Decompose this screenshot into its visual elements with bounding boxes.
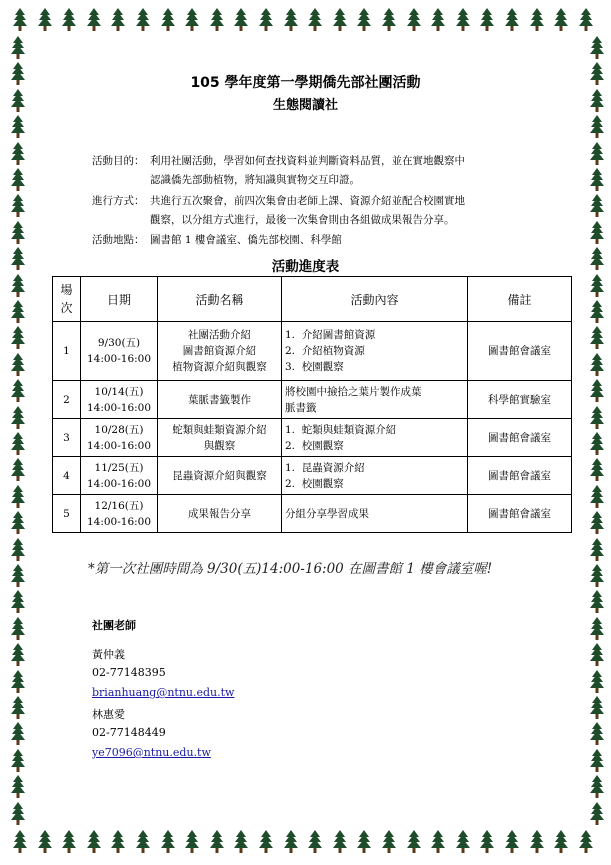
- pine-tree-icon: [589, 670, 605, 694]
- pine-tree-icon: [589, 142, 605, 166]
- pine-tree-icon: [10, 775, 26, 799]
- pine-tree-icon: [12, 830, 28, 854]
- activity-location: 科學館實驗室: [468, 381, 572, 419]
- pine-tree-icon: [430, 830, 446, 854]
- pine-tree-icon: [589, 274, 605, 298]
- pine-tree-icon: [356, 8, 372, 32]
- pine-tree-icon: [589, 115, 605, 139]
- pine-tree-icon: [10, 722, 26, 746]
- pine-tree-icon: [504, 830, 520, 854]
- pine-tree-icon: [258, 8, 274, 32]
- purpose-text: 利用社團活動，學習如何查找資料並判斷資料品質，並在實地觀察中: [150, 155, 465, 167]
- activity-location: 圖書館會議室: [468, 419, 572, 457]
- activity-location: 圖書館會議室: [468, 495, 572, 533]
- pine-tree-icon: [529, 8, 545, 32]
- pine-tree-icon: [61, 8, 77, 32]
- activity-name: 葉脈書籤製作: [158, 381, 282, 419]
- pine-tree-icon: [381, 830, 397, 854]
- pine-tree-icon: [589, 749, 605, 773]
- pine-tree-icon: [430, 8, 446, 32]
- pine-tree-icon: [307, 830, 323, 854]
- pine-tree-icon: [589, 590, 605, 614]
- pine-tree-icon: [10, 353, 26, 377]
- session-date: 12/16(五) 14:00-16:00: [81, 495, 158, 533]
- pine-tree-icon: [283, 830, 299, 854]
- pine-tree-icon: [10, 590, 26, 614]
- bottom-tree-border: [0, 830, 611, 856]
- pine-tree-icon: [10, 194, 26, 218]
- session-date: 10/14(五) 14:00-16:00: [81, 381, 158, 419]
- header-activity-name: 活動名稱: [158, 277, 282, 322]
- header-session: 場 次: [53, 277, 81, 322]
- pine-tree-icon: [209, 8, 225, 32]
- activity-name: 成果報告分享: [158, 495, 282, 533]
- table-header-row: [53, 277, 572, 322]
- advisor-phone: 02-77148395: [92, 666, 166, 679]
- activity-name: 社團活動介紹 圖書館資源介紹 植物資源介紹與觀察: [158, 322, 282, 381]
- pine-tree-icon: [455, 8, 471, 32]
- pine-tree-icon: [553, 8, 569, 32]
- pine-tree-icon: [233, 830, 249, 854]
- session-number: 3: [53, 419, 81, 457]
- pine-tree-icon: [10, 168, 26, 192]
- pine-tree-icon: [135, 830, 151, 854]
- table-row: [53, 381, 572, 419]
- pine-tree-icon: [37, 8, 53, 32]
- location-section: [92, 231, 552, 250]
- method-text: 共進行五次聚會，前四次集會由老師上課、資源介紹並配合校園實地: [150, 195, 465, 207]
- pine-tree-icon: [10, 115, 26, 139]
- pine-tree-icon: [283, 8, 299, 32]
- pine-tree-icon: [10, 802, 26, 826]
- pine-tree-icon: [10, 36, 26, 60]
- pine-tree-icon: [479, 830, 495, 854]
- pine-tree-icon: [37, 830, 53, 854]
- table-row: [53, 457, 572, 495]
- page-subtitle: 生態閱讀社: [272, 98, 338, 113]
- pine-tree-icon: [10, 142, 26, 166]
- pine-tree-icon: [529, 830, 545, 854]
- schedule-table: [52, 276, 572, 533]
- session-date: 10/28(五) 14:00-16:00: [81, 419, 158, 457]
- pine-tree-icon: [209, 830, 225, 854]
- activity-location: 圖書館會議室: [468, 322, 572, 381]
- pine-tree-icon: [504, 8, 520, 32]
- pine-tree-icon: [589, 802, 605, 826]
- pine-tree-icon: [160, 8, 176, 32]
- purpose-label: 活動目的：: [92, 155, 145, 167]
- pine-tree-icon: [10, 564, 26, 588]
- pine-tree-icon: [406, 830, 422, 854]
- pine-tree-icon: [578, 8, 594, 32]
- pine-tree-icon: [86, 830, 102, 854]
- purpose-section: [92, 152, 552, 190]
- location-text: 圖書館 1 樓會議室、僑先部校園、科學館: [150, 234, 342, 246]
- pine-tree-icon: [589, 458, 605, 482]
- pine-tree-icon: [10, 274, 26, 298]
- first-meeting-notice: *第一次社團時間為 9/30(五)14:00-16:00 在圖書館 1 樓會議室喔!: [88, 561, 493, 577]
- pine-tree-icon: [10, 300, 26, 324]
- pine-tree-icon: [10, 749, 26, 773]
- table-row: [53, 322, 572, 381]
- session-number: 4: [53, 457, 81, 495]
- header-note: 備註: [468, 277, 572, 322]
- table-row: [53, 419, 572, 457]
- pine-tree-icon: [184, 8, 200, 32]
- pine-tree-icon: [589, 168, 605, 192]
- pine-tree-icon: [589, 36, 605, 60]
- advisor-name: 林惠愛: [92, 708, 125, 721]
- pine-tree-icon: [578, 830, 594, 854]
- top-tree-border: [0, 8, 611, 34]
- pine-tree-icon: [10, 379, 26, 403]
- page-title: 105 學年度第一學期僑先部社團活動: [190, 75, 421, 91]
- pine-tree-icon: [589, 564, 605, 588]
- pine-tree-icon: [381, 8, 397, 32]
- session-number: 5: [53, 495, 81, 533]
- pine-tree-icon: [332, 8, 348, 32]
- advisor-phone: 02-77148449: [92, 726, 166, 739]
- pine-tree-icon: [307, 8, 323, 32]
- pine-tree-icon: [589, 538, 605, 562]
- pine-tree-icon: [233, 8, 249, 32]
- activity-name: 昆蟲資源介紹與觀察: [158, 457, 282, 495]
- activity-content: 1. 介紹圖書館資源 2. 介紹植物資源 3. 校園觀察: [282, 322, 468, 381]
- pine-tree-icon: [589, 696, 605, 720]
- pine-tree-icon: [135, 8, 151, 32]
- location-label: 活動地點：: [92, 234, 145, 246]
- right-tree-border: [585, 36, 609, 826]
- method-text-cont: 觀察，以分組方式進行，最後一次集會則由各組做成果報告分享。: [150, 214, 455, 226]
- pine-tree-icon: [589, 326, 605, 350]
- schedule-title: 活動進度表: [271, 259, 340, 275]
- pine-tree-icon: [10, 485, 26, 509]
- session-date: 9/30(五) 14:00-16:00: [81, 322, 158, 381]
- advisor-email-link[interactable]: ye7096@ntnu.edu.tw: [92, 746, 211, 759]
- pine-tree-icon: [589, 643, 605, 667]
- activity-location: 圖書館會議室: [468, 457, 572, 495]
- pine-tree-icon: [589, 775, 605, 799]
- left-tree-border: [6, 36, 30, 826]
- pine-tree-icon: [589, 511, 605, 535]
- pine-tree-icon: [589, 617, 605, 641]
- pine-tree-icon: [110, 8, 126, 32]
- pine-tree-icon: [589, 432, 605, 456]
- method-label: 進行方式：: [92, 195, 145, 207]
- advisors-heading: 社團老師: [92, 619, 136, 632]
- advisor-email-link[interactable]: brianhuang@ntnu.edu.tw: [92, 686, 235, 699]
- activity-content: 1. 蛇類與蛙類資源介紹 2. 校園觀察: [282, 419, 468, 457]
- pine-tree-icon: [589, 485, 605, 509]
- table-row: [53, 495, 572, 533]
- pine-tree-icon: [10, 406, 26, 430]
- pine-tree-icon: [10, 643, 26, 667]
- activity-name: 蛇類與蛙類資源介紹 與觀察: [158, 419, 282, 457]
- pine-tree-icon: [184, 830, 200, 854]
- pine-tree-icon: [10, 670, 26, 694]
- advisor-name: 黃仲義: [92, 648, 125, 661]
- pine-tree-icon: [10, 617, 26, 641]
- pine-tree-icon: [589, 221, 605, 245]
- method-section: [92, 192, 552, 230]
- pine-tree-icon: [12, 8, 28, 32]
- activity-content: 1. 昆蟲資源介紹 2. 校園觀察: [282, 457, 468, 495]
- pine-tree-icon: [479, 8, 495, 32]
- pine-tree-icon: [10, 696, 26, 720]
- activity-content: 將校園中撿拾之葉片製作成葉 脈書籤: [282, 381, 468, 419]
- pine-tree-icon: [589, 406, 605, 430]
- pine-tree-icon: [455, 830, 471, 854]
- pine-tree-icon: [10, 221, 26, 245]
- pine-tree-icon: [86, 8, 102, 32]
- pine-tree-icon: [10, 538, 26, 562]
- pine-tree-icon: [589, 353, 605, 377]
- session-date: 11/25(五) 14:00-16:00: [81, 457, 158, 495]
- pine-tree-icon: [258, 830, 274, 854]
- pine-tree-icon: [10, 432, 26, 456]
- pine-tree-icon: [589, 300, 605, 324]
- pine-tree-icon: [10, 511, 26, 535]
- pine-tree-icon: [589, 722, 605, 746]
- purpose-text-cont: 認識僑先部動植物，將知識與實物交互印證。: [150, 174, 360, 186]
- pine-tree-icon: [589, 379, 605, 403]
- pine-tree-icon: [10, 458, 26, 482]
- pine-tree-icon: [110, 830, 126, 854]
- session-number: 1: [53, 322, 81, 381]
- pine-tree-icon: [589, 194, 605, 218]
- pine-tree-icon: [406, 8, 422, 32]
- pine-tree-icon: [10, 326, 26, 350]
- pine-tree-icon: [553, 830, 569, 854]
- header-activity-content: 活動內容: [282, 277, 468, 322]
- pine-tree-icon: [356, 830, 372, 854]
- session-number: 2: [53, 381, 81, 419]
- header-date: 日期: [81, 277, 158, 322]
- pine-tree-icon: [61, 830, 77, 854]
- pine-tree-icon: [332, 830, 348, 854]
- pine-tree-icon: [160, 830, 176, 854]
- activity-content: 分組分享學習成果: [282, 495, 468, 533]
